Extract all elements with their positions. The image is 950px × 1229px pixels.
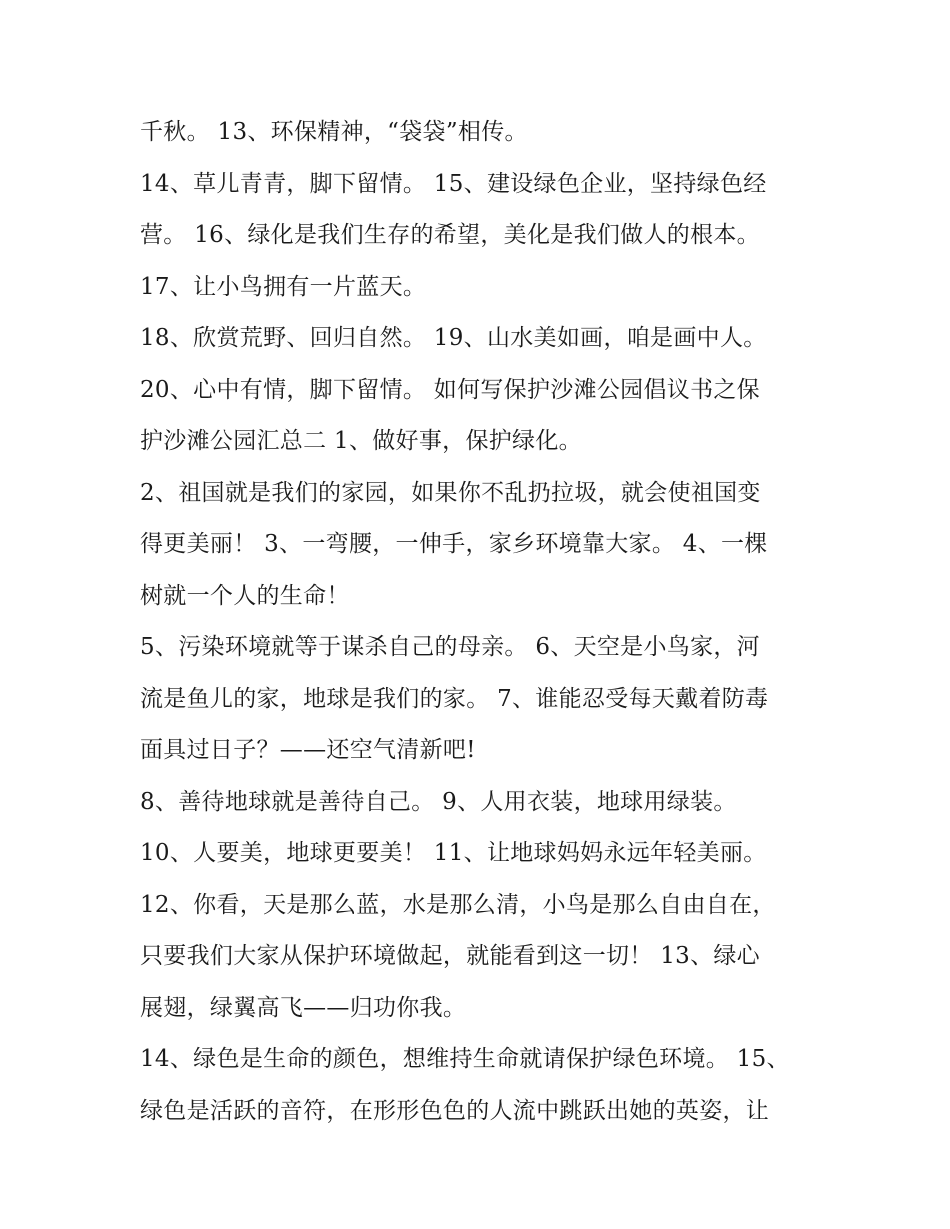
text-line: 树就一个人的生命！ — [140, 582, 350, 609]
text-line: 得更美丽！ 3、一弯腰，一伸手，家乡环境靠大家。 4、一棵 — [140, 531, 768, 557]
text-line: 20、心中有情，脚下留情。 如何写保护沙滩公园倡议书之保 — [140, 376, 760, 403]
text-line: 面具过日子？——还空气清新吧! — [140, 737, 476, 763]
text-line: 营。 16、绿化是我们生存的希望，美化是我们做人的根本。 — [140, 222, 760, 248]
text-line: 14、草儿青青，脚下留情。 15、建设绿色企业，坚持绿色经 — [140, 170, 767, 197]
text-line: 护沙滩公园汇总二 1、做好事，保护绿化。 — [140, 428, 582, 454]
text-line: 流是鱼儿的家，地球是我们的家。 7、谁能忍受每天戴着防毒 — [140, 685, 769, 712]
text-line: 12、你看，天是那么蓝，水是那么清，小鸟是那么自由自在， — [140, 891, 776, 918]
text-line: 展翅，绿翼高飞——归功你我。 — [140, 994, 467, 1021]
text-line: 14、绿色是生命的颜色，想维持生命就请保护绿色环境。 15、 — [140, 1046, 790, 1072]
document-body — [140, 107, 830, 1137]
text-line: 8、善待地球就是善待自己。 9、人用衣装，地球用绿装。 — [140, 788, 737, 815]
text-line: 18、欣赏荒野、回归自然。 19、山水美如画，咱是画中人。 — [140, 325, 767, 351]
text-line: 17、让小鸟拥有一片蓝天。 — [140, 273, 427, 300]
text-line: 5、污染环境就等于谋杀自己的母亲。 6、天空是小鸟家，河 — [140, 634, 760, 660]
text-line: 2、祖国就是我们的家园，如果你不乱扔拉圾，就会使祖国变 — [140, 479, 761, 506]
text-line: 只要我们大家从保护环境做起，就能看到这一切！ 13、绿心 — [140, 943, 760, 969]
text-line: 绿色是活跃的音符，在形形色色的人流中跳跃出她的英姿，让 — [140, 1097, 770, 1124]
text-line: 千秋。 13、环保精神，“袋袋”相传。 — [140, 119, 528, 145]
text-line: 10、人要美，地球更要美！ 11、让地球妈妈永远年轻美丽。 — [140, 840, 767, 866]
